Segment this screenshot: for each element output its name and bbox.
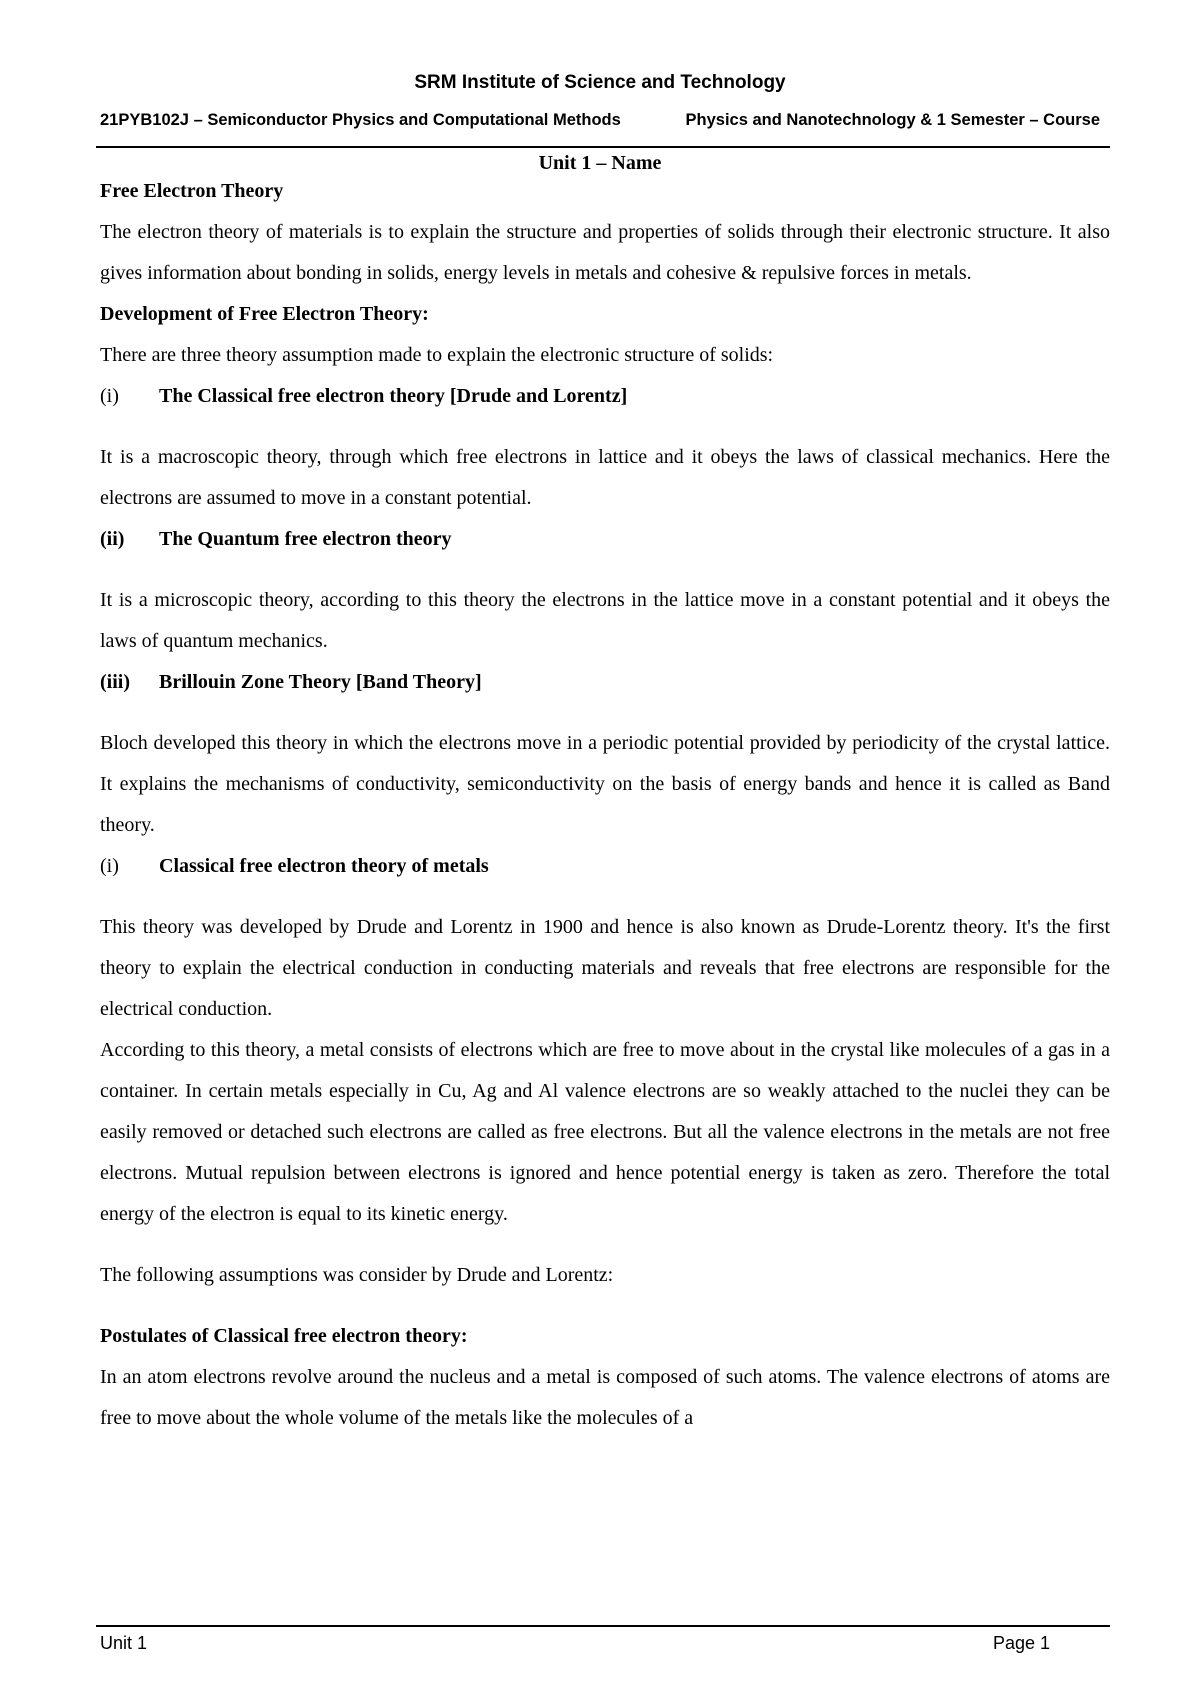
- paragraph-intro: The electron theory of materials is to explain the structure and properties of solids through their electronic structure. It also gives information about bonding in solids, energy levels in metals and cohesive & repulsive forces in metals.: [100, 221, 1110, 284]
- list-number: (i): [100, 855, 119, 877]
- footer-page-number: Page 1: [992, 1633, 1050, 1653]
- course-code-title: 21PYB102J – Semiconductor Physics and Computational Methods: [100, 111, 621, 129]
- unit-title: Unit 1 – Name: [538, 152, 662, 174]
- paragraph-classical-theory: It is a macroscopic theory, through which free electrons in lattice and it obeys the laws of classical mechanics. Here the electrons are assumed to move in a constant potential.: [100, 446, 1110, 509]
- list-item-classical-theory: [100, 376, 1110, 417]
- section-heading-postulates: Postulates of Classical free electron theory:: [100, 1325, 468, 1347]
- department-semester: Physics and Nanotechnology & 1 Semester – Course: [685, 111, 1100, 129]
- list-item-title: The Classical free electron theory [Drude and Lorentz]: [159, 385, 628, 407]
- paragraph-three-theories: There are three theory assumption made to explain the electronic structure of solids:: [100, 344, 774, 366]
- course-header: [100, 111, 1100, 130]
- page-footer: [100, 1633, 1050, 1654]
- paragraph-band-theory: Bloch developed this theory in which the electrons move in a periodic potential provided by periodicity of the crystal lattice. It explains the mechanisms of conductivity, semiconductivity on the basis of energy bands and hence it is called as Band theory.: [100, 732, 1110, 836]
- list-item-title: Classical free electron theory of metals: [159, 855, 489, 877]
- header-divider: [96, 146, 1110, 148]
- section-heading-free-electron-theory: Free Electron Theory: [100, 180, 284, 202]
- paragraph-drude-lorentz: This theory was developed by Drude and Lorentz in 1900 and hence is also known as Drude-Lorentz theory. It's the first theory to explain the electrical conduction in conducting materials and reveals that free electrons are responsible for the electrical conduction.: [100, 916, 1110, 1020]
- paragraph-assumptions: The following assumptions was consider by Drude and Lorentz:: [100, 1264, 614, 1286]
- section-heading-development: Development of Free Electron Theory:: [100, 303, 429, 325]
- document-body: [100, 171, 1110, 1439]
- paragraph-metal-electrons: According to this theory, a metal consists of electrons which are free to move about in the crystal like molecules of a gas in a container. In certain metals especially in Cu, Ag and Al valence electrons are so weakly attached to the nuclei they can be easily removed or detached such electrons are called as free electrons. But all the valence electrons in the metals are not free electrons. Mutual repulsion between electrons is ignored and hence potential energy is taken as zero. Therefore the total energy of the electron is equal to its kinetic energy.: [100, 1039, 1110, 1225]
- paragraph-postulates: In an atom electrons revolve around the nucleus and a metal is composed of such atoms. The valence electrons of atoms are free to move about the whole volume of the metals like the molecules of a: [100, 1366, 1110, 1429]
- list-item-quantum-theory: [100, 519, 1110, 560]
- paragraph-quantum-theory: It is a microscopic theory, according to this theory the electrons in the lattice move in a constant potential and it obeys the laws of quantum mechanics.: [100, 589, 1110, 652]
- list-item-classical-metals: [100, 846, 1110, 887]
- footer-divider: [96, 1625, 1110, 1627]
- list-item-band-theory: [100, 662, 1110, 703]
- list-number: (i): [100, 385, 119, 407]
- list-number: (ii): [100, 528, 125, 550]
- list-item-title: Brillouin Zone Theory [Band Theory]: [159, 671, 482, 693]
- institution-name: SRM Institute of Science and Technology: [414, 72, 786, 93]
- footer-unit: Unit 1: [100, 1633, 148, 1653]
- list-item-title: The Quantum free electron theory: [159, 528, 452, 550]
- list-number: (iii): [100, 671, 130, 693]
